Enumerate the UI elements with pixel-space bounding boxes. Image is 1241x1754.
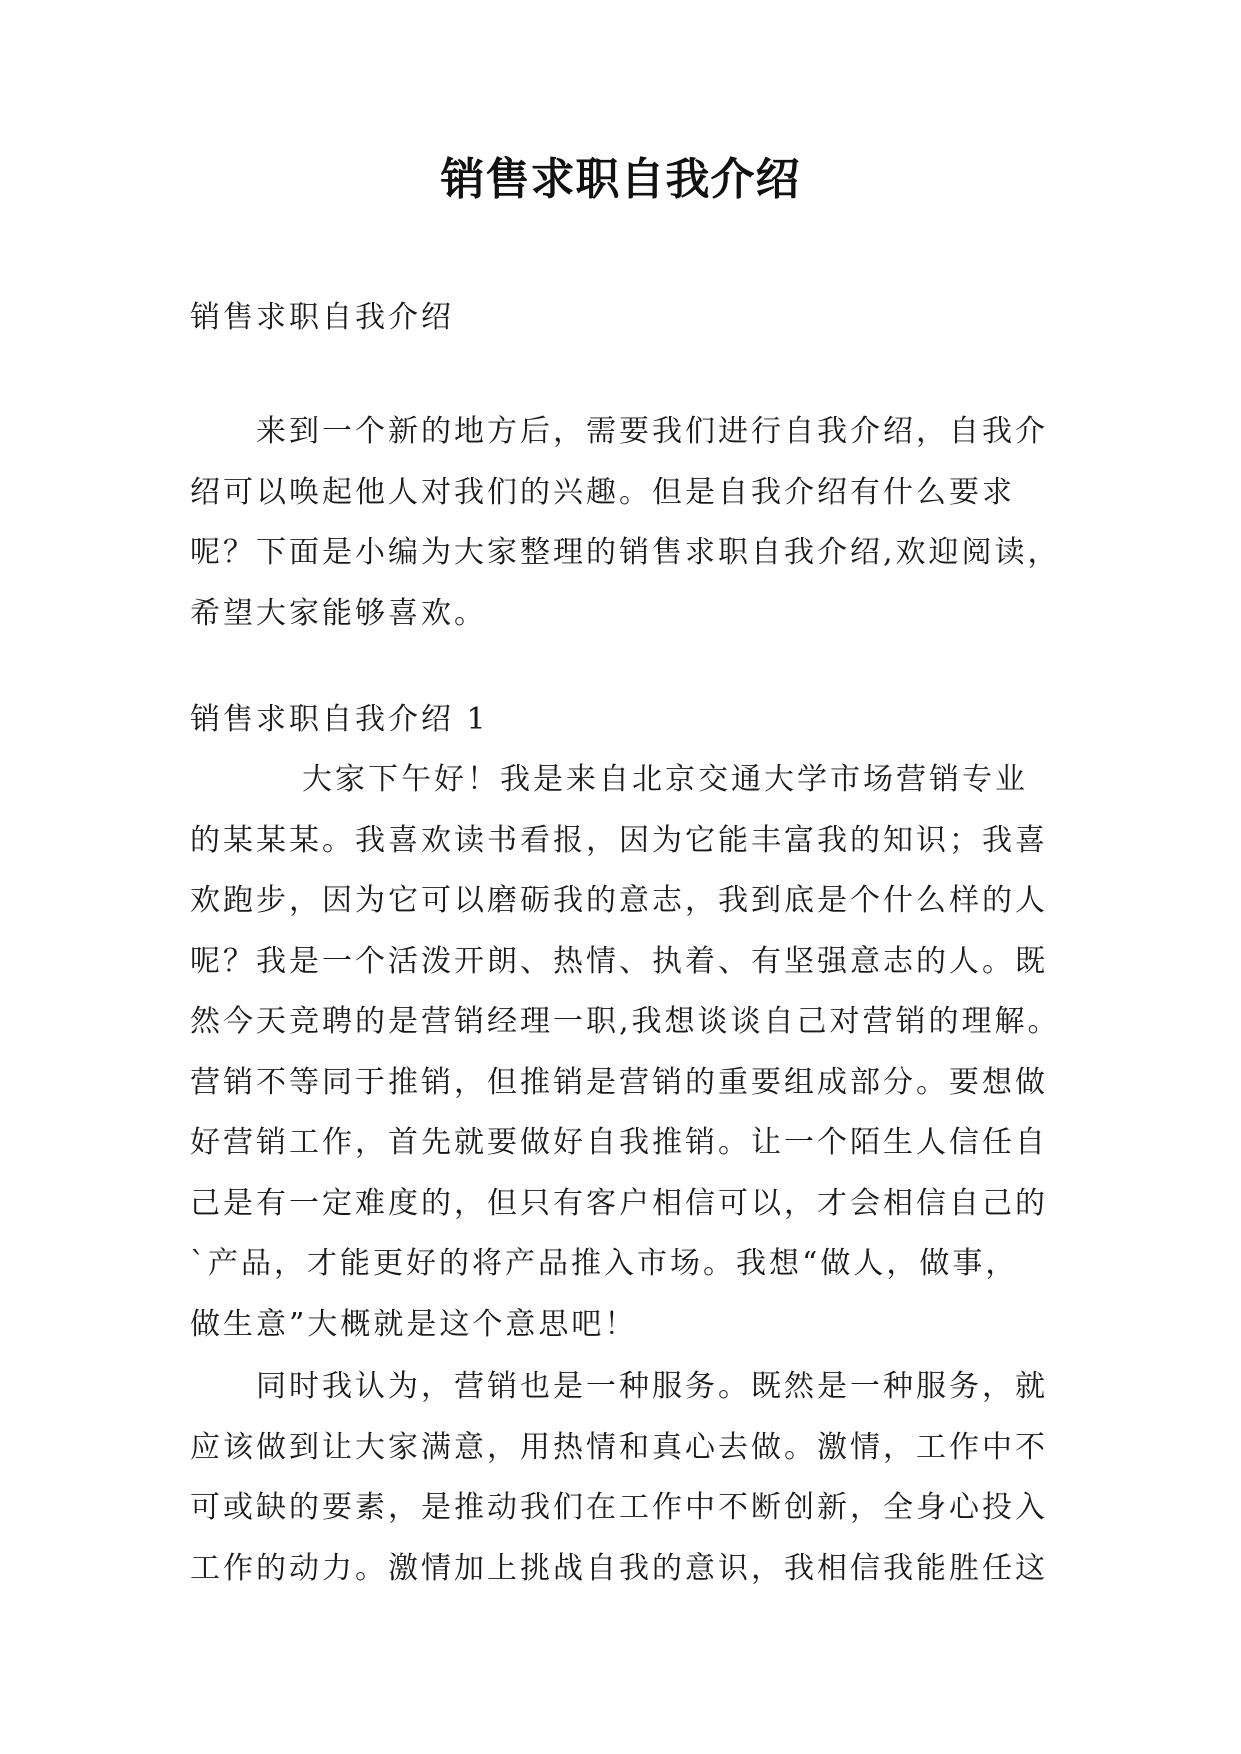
- section1-p1-line: 然今天竞聘的是营销经理一职,我想谈谈自己对营销的理解。: [190, 1004, 1061, 1039]
- section1-p1-line: 大家下午好！我是来自北京交通大学市场营销专业: [302, 762, 1028, 797]
- section1-p1-line: 好营销工作，首先就要做好自我推销。让一个陌生人信任自: [190, 1125, 1048, 1160]
- section1-paragraph-2: [190, 1357, 1052, 1599]
- intro-paragraph: [190, 402, 1061, 644]
- section1-p1-line: 做生意”大概就是这个意思吧！: [190, 1306, 638, 1342]
- section1-p1-line: 欢跑步，因为它可以磨砺我的意志，我到底是个什么样的人: [190, 883, 1048, 918]
- section1-heading: 销售求职自我介绍 1: [190, 702, 489, 737]
- section1-paragraph-1: [190, 750, 1061, 1355]
- section1-p2-line: 同时我认为，营销也是一种服务。既然是一种服务，就: [256, 1369, 1048, 1404]
- section1-p2-line: 可或缺的要素，是推动我们在工作中不断创新，全身心投入: [190, 1490, 1048, 1525]
- intro-line: 绍可以唤起他人对我们的兴趣。但是自我介绍有什么要求: [190, 474, 1015, 510]
- section1-p1-line: 己是有一定难度的，但只有客户相信可以，才会相信自己的: [190, 1185, 1048, 1221]
- document-title: 销售求职自我介绍: [440, 154, 801, 205]
- intro-line: 希望大家能够喜欢。: [190, 595, 487, 631]
- intro-line: 呢？下面是小编为大家整理的销售求职自我介绍,欢迎阅读，: [190, 535, 1061, 570]
- section1-p2-line: 应该做到让大家满意，用热情和真心去做。激情，工作中不: [190, 1429, 1048, 1465]
- section1-p1-line: 呢？我是一个活泼开朗、热情、执着、有坚强意志的人。既: [190, 943, 1048, 979]
- section1-p1-line: `产品，才能更好的将产品推入市场。我想“做人，做事，: [190, 1246, 1019, 1281]
- intro-line: 来到一个新的地方后，需要我们进行自我介绍，自我介: [256, 414, 1048, 449]
- section1-p1-line: 的某某某。我喜欢读书看报，因为它能丰富我的知识；我喜: [190, 822, 1048, 858]
- section1-p2-line: 工作的动力。激情加上挑战自我的意识，我相信我能胜任这: [190, 1550, 1048, 1586]
- document-subtitle: 销售求职自我介绍: [190, 300, 454, 335]
- section1-p1-line: 营销不等同于推销，但推销是营销的重要组成部分。要想做: [190, 1064, 1048, 1100]
